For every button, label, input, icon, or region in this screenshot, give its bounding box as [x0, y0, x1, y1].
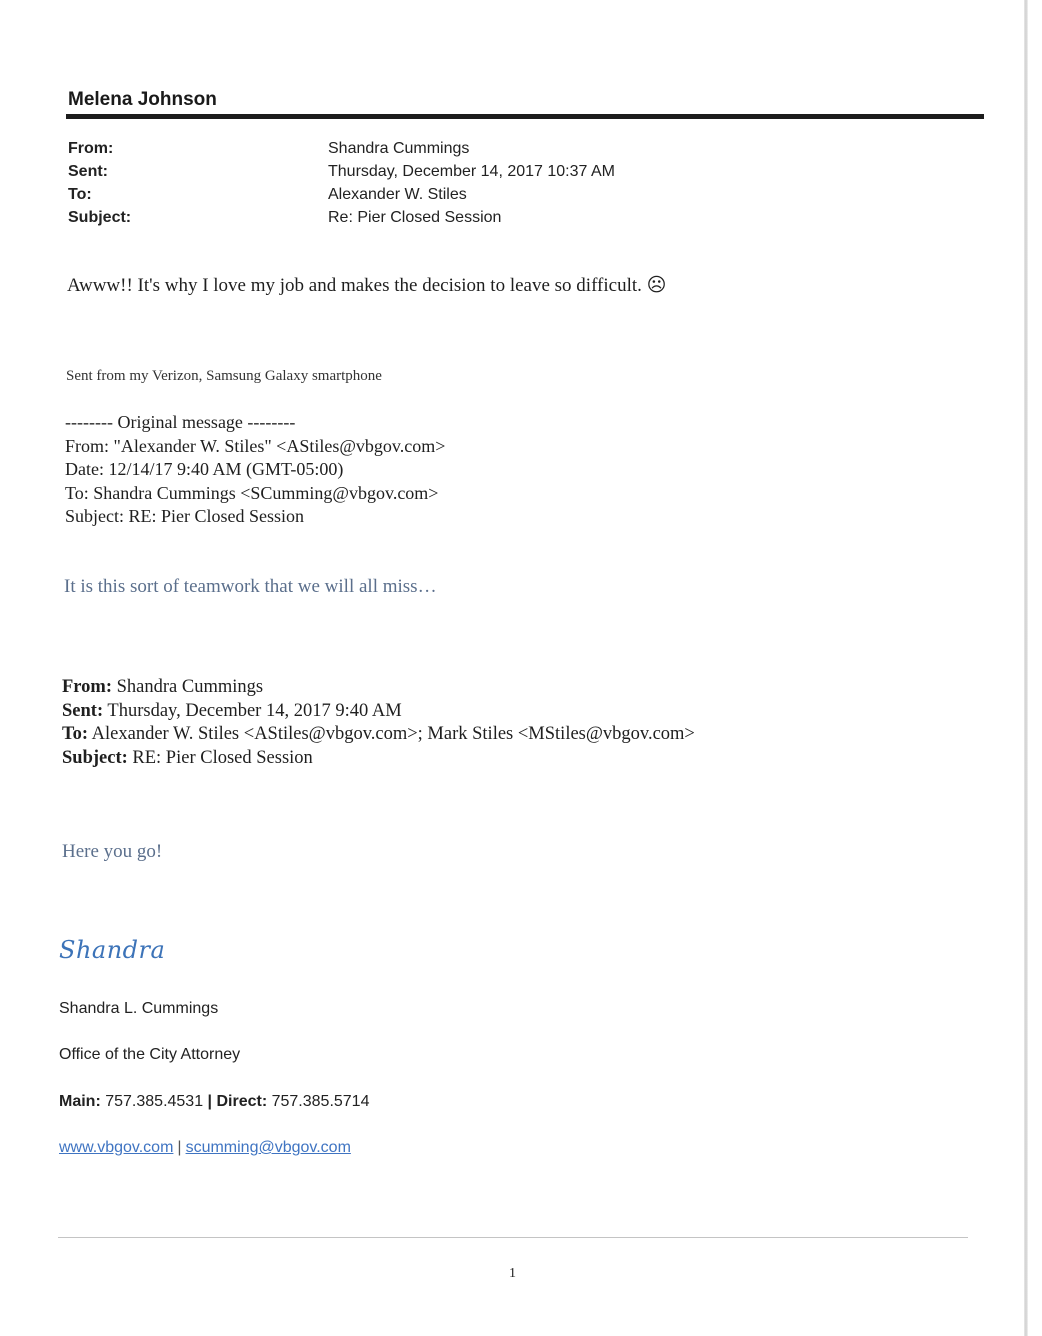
website-link[interactable]: www.vbgov.com [59, 1139, 174, 1156]
meta-subject-label: Subject: [68, 209, 132, 226]
original-divider: -------- Original message -------- [65, 412, 296, 432]
meta-to-label: To: [68, 186, 92, 203]
forwarded-sent-row [62, 700, 695, 724]
forwarded-sent-value: Thursday, December 14, 2017 9:40 AM [103, 700, 402, 721]
original-message-header [65, 411, 445, 529]
signature-full-name: Shandra L. Cummings [59, 1000, 219, 1017]
meta-sent-value: Thursday, December 14, 2017 10:37 AM [328, 163, 615, 180]
meta-sent-label: Sent: [68, 163, 108, 180]
phone-divider: | [207, 1093, 213, 1110]
signature-office: Office of the City Attorney [59, 1046, 241, 1063]
main-phone-label: Main: [59, 1093, 101, 1110]
reply-body: Awww!! It's why I love my job and makes the decision to leave so difficult. ☹ [67, 275, 667, 296]
forwarded-header [62, 676, 695, 770]
forwarded-body: Here you go! [62, 841, 163, 862]
forwarded-subject-value: RE: Pier Closed Session [127, 747, 313, 768]
original-to: To: Shandra Cummings <SCumming@vbgov.com> [65, 482, 439, 503]
forwarded-sent-label: Sent: [62, 700, 104, 721]
meta-subject-value: Re: Pier Closed Session [328, 209, 502, 226]
original-subject: Subject: RE: Pier Closed Session [65, 506, 305, 526]
footer-rule [58, 1237, 968, 1238]
sent-from-line: Sent from my Verizon, Samsung Galaxy smartphone [66, 368, 382, 384]
forwarded-from-row [62, 676, 695, 700]
forwarded-from-value: Shandra Cummings [112, 677, 264, 697]
signature-phones [59, 1093, 369, 1111]
original-body: It is this sort of teamwork that we will all miss… [64, 576, 437, 597]
direct-phone-value: 757.385.5714 [267, 1093, 370, 1110]
forwarded-to-row [62, 723, 695, 747]
forwarded-subject-label: Subject: [62, 747, 128, 768]
signature-links [59, 1139, 351, 1157]
forwarded-subject-row [62, 747, 695, 771]
page-number: 1 [509, 1266, 516, 1281]
header-rule [66, 114, 984, 119]
meta-from-label: From: [68, 140, 114, 157]
meta-to-value: Alexander W. Stiles [328, 186, 467, 203]
email-link[interactable]: scumming@vbgov.com [185, 1139, 351, 1156]
mailbox-owner-name: Melena Johnson [68, 89, 217, 110]
meta-from-value: Shandra Cummings [328, 140, 470, 157]
main-phone-value: 757.385.4531 [100, 1093, 208, 1110]
scan-edge [1024, 0, 1028, 1336]
forwarded-to-value: Alexander W. Stiles <AStiles@vbgov.com>; Mark Stiles <MStiles@vbgov.com> [88, 724, 695, 744]
original-from: From: "Alexander W. Stiles" <AStiles@vbgov.com> [65, 435, 446, 456]
link-separator: | [177, 1139, 182, 1156]
forwarded-from-label: From: [62, 677, 112, 697]
original-date: Date: 12/14/17 9:40 AM (GMT-05:00) [65, 459, 344, 479]
signature-script-name: Shandra [59, 936, 166, 964]
direct-phone-label: Direct: [212, 1093, 268, 1110]
forwarded-to-label: To: [62, 724, 89, 744]
